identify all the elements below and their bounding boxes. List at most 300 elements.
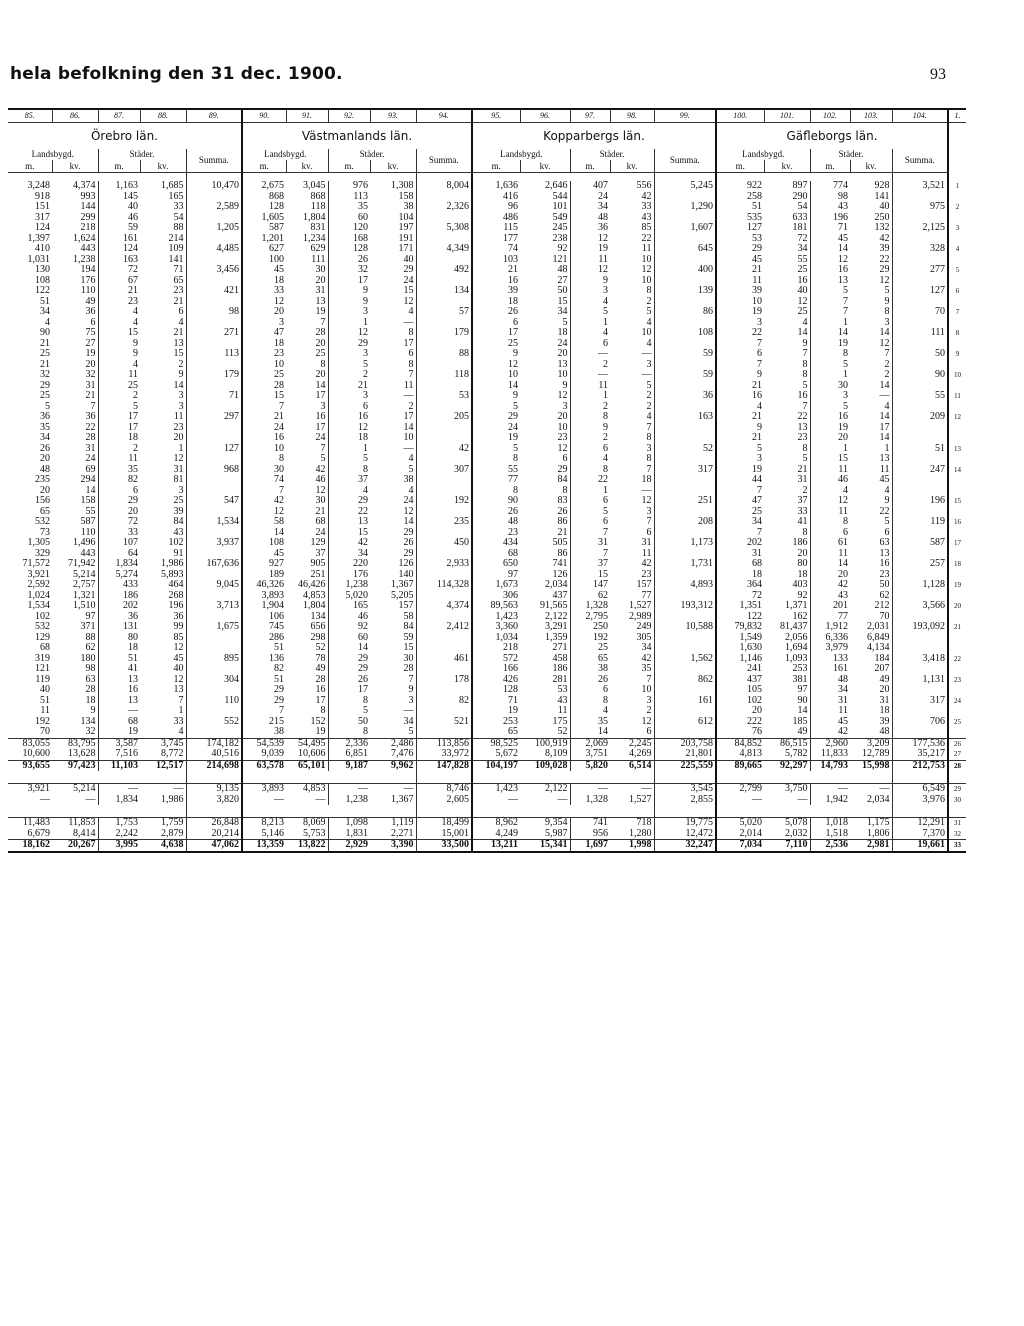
- table-cell: —: [40, 794, 50, 805]
- table-cell: 42: [641, 559, 652, 569]
- table-cell: 78: [315, 653, 326, 664]
- table-cell: 4: [570, 454, 610, 465]
- table-cell: 12: [641, 716, 652, 727]
- table-cell: [892, 297, 948, 308]
- table-cell: 1,834: [98, 795, 140, 806]
- table-cell: 868: [310, 191, 326, 202]
- table-cell: 38: [570, 664, 610, 675]
- table-cell: 25: [797, 265, 808, 275]
- table-cell: 193,312: [654, 601, 716, 612]
- table-cell: 1,912: [810, 622, 850, 633]
- table-cell: 2,589: [186, 202, 242, 213]
- table-cell: 12: [328, 423, 370, 434]
- table-cell: 34: [797, 244, 808, 254]
- table-cell: 70: [892, 307, 948, 318]
- table-cell: 895: [186, 654, 242, 665]
- table-cell: 14,793: [810, 760, 850, 771]
- table-cell: 14: [403, 517, 414, 527]
- table-cell: 13: [879, 454, 890, 464]
- table-cell: 32: [85, 727, 96, 737]
- table-cell: [416, 381, 472, 392]
- table-cell: 23: [879, 569, 890, 580]
- table-cell: 34: [557, 307, 568, 317]
- table-cell: 22: [879, 506, 890, 517]
- table-cell: 220: [328, 559, 370, 570]
- table-cell: 97: [797, 685, 808, 695]
- table-cell: 132: [874, 223, 890, 233]
- table-cell: 17: [472, 328, 520, 339]
- table-cell: 11: [570, 381, 610, 392]
- table-cell: [186, 591, 242, 602]
- table-cell: [892, 423, 948, 434]
- table-cell: 294: [80, 475, 96, 485]
- table-cell: 3,521: [892, 181, 948, 192]
- row-number: 8: [948, 328, 966, 339]
- table-cell: 20: [557, 349, 568, 359]
- page-number: 93: [930, 66, 946, 83]
- table-cell: 1,238: [73, 254, 96, 265]
- table-cell: 1,753: [98, 818, 140, 829]
- table-cell: 4: [884, 485, 890, 496]
- table-cell: 7: [884, 349, 890, 359]
- table-cell: 3: [408, 695, 414, 706]
- table-cell: 218: [472, 643, 520, 654]
- table-cell: 2: [646, 706, 652, 716]
- table-cell: 4: [802, 317, 808, 328]
- table-cell: 20: [242, 307, 286, 318]
- table-cell: 8,213: [242, 818, 286, 829]
- stader-header: Städer.: [810, 149, 892, 160]
- table-cell: 20: [315, 338, 326, 349]
- table-cell: 1,804: [303, 212, 326, 223]
- column-number: 103.: [850, 109, 892, 123]
- table-cell: 2,245: [610, 738, 654, 749]
- table-cell: 21: [557, 527, 568, 538]
- row-number: 6: [948, 286, 966, 297]
- table-cell: 21: [98, 286, 140, 297]
- table-cell: 35: [570, 717, 610, 728]
- table-cell: 36: [40, 412, 50, 422]
- table-cell: 2,675: [242, 181, 286, 192]
- table-cell: 20: [315, 275, 326, 286]
- table-cell: 33: [98, 528, 140, 539]
- table-cell: 297: [186, 412, 242, 423]
- table-cell: 1,534: [186, 517, 242, 528]
- table-cell: 11: [810, 465, 850, 476]
- table-cell: 13,211: [472, 840, 520, 852]
- table-cell: 8: [802, 527, 808, 538]
- table-cell: 108: [654, 328, 716, 339]
- table-cell: 7: [570, 528, 610, 539]
- table-cell: 20: [315, 370, 326, 380]
- table-cell: 7: [408, 370, 414, 380]
- table-cell: 36: [173, 611, 184, 622]
- table-cell: 290: [792, 191, 808, 202]
- table-cell: 2,034: [867, 794, 890, 805]
- table-cell: 1,806: [867, 828, 890, 839]
- table-cell: 34: [570, 202, 610, 213]
- table-cell: 110: [80, 286, 96, 296]
- table-row: [8, 444, 966, 455]
- table-cell: [416, 549, 472, 560]
- table-cell: 65: [173, 275, 184, 286]
- table-cell: 24: [315, 433, 326, 443]
- table-cell: 5,078: [764, 818, 810, 829]
- table-cell: 46: [328, 612, 370, 623]
- table-cell: 4,349: [416, 244, 472, 255]
- table-cell: 77: [810, 612, 850, 623]
- table-cell: [416, 192, 472, 203]
- table-cell: 2: [884, 359, 890, 370]
- table-cell: 1: [570, 318, 610, 329]
- table-cell: 105: [716, 685, 764, 696]
- table-cell: 868: [242, 192, 286, 203]
- table-cell: 587: [892, 538, 948, 549]
- table-cell: 31: [85, 443, 96, 454]
- table-cell: 9: [98, 339, 140, 350]
- table-cell: 1,527: [629, 601, 652, 611]
- table-cell: 89,563: [472, 601, 520, 612]
- table-cell: 82: [98, 475, 140, 486]
- table-cell: 15: [98, 328, 140, 339]
- table-cell: 32: [85, 370, 96, 380]
- table-cell: [654, 192, 716, 203]
- table-cell: 91: [173, 548, 184, 559]
- table-cell: 25: [40, 349, 50, 359]
- table-cell: 53: [416, 391, 472, 402]
- table-cell: 8: [242, 454, 286, 465]
- table-cell: 202: [98, 601, 140, 612]
- table-cell: 19: [810, 339, 850, 350]
- table-cell: 14: [810, 559, 850, 570]
- table-cell: 28: [242, 381, 286, 392]
- table-row: [8, 475, 966, 486]
- table-cell: 12: [570, 265, 610, 276]
- table-cell: 12: [173, 454, 184, 464]
- table-cell: 371: [80, 622, 96, 632]
- table-cell: 897: [792, 181, 808, 191]
- table-row: [8, 829, 966, 840]
- table-cell: 2,757: [73, 580, 96, 590]
- table-cell: 7: [646, 674, 652, 685]
- table-cell: 1,280: [629, 828, 652, 839]
- table-cell: 433: [98, 580, 140, 591]
- table-cell: 67: [98, 276, 140, 287]
- table-cell: 26: [40, 443, 50, 454]
- table-cell: 552: [186, 717, 242, 728]
- table-cell: 31: [173, 464, 184, 475]
- column-number: 89.: [186, 109, 242, 123]
- table-cell: 72: [797, 233, 808, 244]
- row-number: 7: [948, 307, 966, 318]
- table-cell: 7,516: [98, 749, 140, 760]
- table-cell: 1,496: [73, 538, 96, 548]
- spacer-row: [8, 771, 966, 784]
- table-cell: 20: [797, 548, 808, 559]
- table-cell: 1,328: [570, 795, 610, 806]
- table-cell: 11: [879, 464, 890, 475]
- table-cell: 918: [35, 191, 50, 202]
- table-cell: 1,397: [27, 233, 50, 244]
- table-cell: 23: [641, 569, 652, 580]
- row-number: 9: [948, 349, 966, 360]
- column-number: 100.: [716, 109, 764, 123]
- row-number: 30: [948, 795, 966, 806]
- female-header: kv.: [52, 160, 98, 173]
- table-row: [8, 717, 966, 728]
- table-cell: 42: [315, 464, 326, 475]
- table-cell: 831: [310, 223, 326, 233]
- table-cell: 718: [610, 818, 654, 829]
- table-cell: 86,515: [764, 738, 810, 749]
- table-row: [8, 412, 966, 423]
- table-cell: 286: [242, 633, 286, 644]
- table-cell: [654, 255, 716, 266]
- table-cell: 6: [98, 486, 140, 497]
- table-cell: 36: [98, 612, 140, 623]
- column-number: 87.: [98, 109, 140, 123]
- table-cell: 99: [173, 622, 184, 632]
- table-cell: 1,942: [810, 795, 850, 806]
- table-cell: 4,853: [286, 784, 328, 795]
- row-number: [948, 570, 966, 581]
- table-cell: 177: [472, 234, 520, 245]
- table-cell: 13,359: [242, 840, 286, 852]
- table-cell: 70: [879, 611, 890, 622]
- table-cell: 12: [242, 507, 286, 518]
- table-cell: 443: [80, 244, 96, 254]
- table-cell: 60: [328, 213, 370, 224]
- table-cell: 645: [654, 244, 716, 255]
- table-cell: [654, 276, 716, 287]
- table-cell: [654, 381, 716, 392]
- table-cell: 12,291: [892, 818, 948, 829]
- table-cell: 18: [472, 297, 520, 308]
- table-cell: —: [797, 794, 808, 805]
- table-cell: 8,069: [286, 818, 328, 829]
- table-cell: 250: [570, 622, 610, 633]
- table-cell: 1,804: [303, 601, 326, 611]
- table-cell: [892, 727, 948, 738]
- table-cell: 7: [810, 307, 850, 318]
- table-cell: 192: [570, 633, 610, 644]
- table-cell: 14: [315, 380, 326, 391]
- table-cell: 74: [242, 475, 286, 486]
- table-cell: —: [403, 391, 414, 401]
- table-cell: 4: [884, 401, 890, 412]
- table-cell: 7: [646, 517, 652, 527]
- table-cell: 9,045: [186, 580, 242, 591]
- table-cell: 3,545: [654, 784, 716, 795]
- table-cell: 7,476: [391, 749, 414, 759]
- table-cell: 84: [403, 622, 414, 632]
- table-cell: 46: [98, 213, 140, 224]
- table-cell: 191: [398, 233, 414, 244]
- table-cell: 46: [810, 475, 850, 486]
- table-row: [8, 423, 966, 434]
- table-cell: 19: [85, 349, 96, 359]
- table-cell: 65: [570, 654, 610, 665]
- table-cell: 31: [879, 695, 890, 706]
- table-cell: 40: [98, 202, 140, 213]
- male-header: m.: [242, 160, 286, 173]
- table-row: [8, 507, 966, 518]
- table-cell: 63,578: [242, 760, 286, 771]
- table-cell: 8: [802, 443, 808, 454]
- male-header: m.: [472, 160, 520, 173]
- table-cell: 15,001: [416, 829, 472, 840]
- table-cell: 45: [173, 653, 184, 664]
- table-cell: 103: [472, 255, 520, 266]
- table-cell: 10: [641, 275, 652, 286]
- table-cell: 24: [315, 527, 326, 538]
- table-cell: 31: [85, 380, 96, 391]
- table-cell: [892, 507, 948, 518]
- table-cell: 2,014: [716, 829, 764, 840]
- table-cell: 3,750: [764, 784, 810, 795]
- table-cell: 12: [879, 275, 890, 286]
- table-cell: 23: [557, 433, 568, 443]
- table-cell: 38: [403, 475, 414, 485]
- table-cell: 7: [802, 401, 808, 412]
- table-cell: 20: [98, 507, 140, 518]
- table-cell: 58: [242, 517, 286, 528]
- table-cell: 1: [810, 370, 850, 381]
- table-cell: 26: [328, 675, 370, 686]
- table-cell: 50: [892, 349, 948, 360]
- table-cell: 9: [98, 349, 140, 360]
- table-cell: 162: [792, 611, 808, 622]
- table-cell: 521: [416, 717, 472, 728]
- table-cell: [654, 664, 716, 675]
- table-cell: 7: [242, 706, 286, 717]
- table-cell: 3: [320, 401, 326, 412]
- table-cell: 177,536: [892, 738, 948, 749]
- table-row: [8, 255, 966, 266]
- table-cell: 6: [884, 527, 890, 538]
- row-number: 22: [948, 654, 966, 665]
- table-cell: 25: [242, 370, 286, 381]
- table-cell: 29: [557, 464, 568, 475]
- table-cell: 54: [173, 212, 184, 223]
- table-row: [8, 517, 966, 528]
- table-cell: 17: [879, 422, 890, 433]
- row-number: 3: [948, 223, 966, 234]
- table-cell: 381: [792, 674, 808, 685]
- table-cell: 186: [98, 591, 140, 602]
- table-cell: 97,423: [52, 760, 98, 771]
- table-cell: 3,995: [98, 840, 140, 852]
- table-cell: 4,134: [867, 643, 890, 653]
- table-cell: 27: [557, 275, 568, 286]
- table-cell: 5,214: [73, 569, 96, 580]
- table-cell: 197: [398, 223, 414, 233]
- table-cell: 3,893: [242, 591, 286, 602]
- table-cell: 31: [570, 538, 610, 549]
- table-cell: 122: [716, 612, 764, 623]
- table-row: [8, 402, 966, 413]
- table-cell: [892, 276, 948, 287]
- table-cell: [186, 475, 242, 486]
- table-row: [8, 202, 966, 213]
- table-cell: [186, 402, 242, 413]
- column-number: 99.: [654, 109, 716, 123]
- table-cell: 21: [328, 381, 370, 392]
- table-cell: 15,998: [850, 760, 892, 771]
- table-cell: 10: [716, 297, 764, 308]
- table-cell: 31: [315, 286, 326, 296]
- table-cell: 3,456: [186, 265, 242, 276]
- table-cell: 157: [636, 580, 652, 590]
- table-cell: —: [557, 794, 568, 805]
- table-cell: 5,245: [654, 181, 716, 192]
- table-cell: 29: [242, 696, 286, 707]
- table-cell: 93,655: [8, 760, 52, 771]
- table-cell: [892, 192, 948, 203]
- table-cell: 147: [570, 580, 610, 591]
- table-cell: 3: [178, 401, 184, 412]
- table-cell: 15: [403, 286, 414, 296]
- table-cell: 22: [641, 233, 652, 244]
- female-header: kv.: [764, 160, 810, 173]
- table-cell: 5,782: [785, 749, 808, 759]
- table-cell: 9: [884, 496, 890, 506]
- table-cell: 6: [178, 307, 184, 317]
- table-cell: 2: [98, 444, 140, 455]
- table-cell: 862: [654, 675, 716, 686]
- table-cell: 17: [98, 423, 140, 434]
- table-cell: [654, 486, 716, 497]
- table-cell: 74: [472, 244, 520, 255]
- column-number: 101.: [764, 109, 810, 123]
- table-cell: 57: [416, 307, 472, 318]
- table-row: [8, 643, 966, 654]
- table-cell: 1,351: [716, 601, 764, 612]
- column-number: 98.: [610, 109, 654, 123]
- table-cell: 126: [398, 559, 414, 569]
- table-cell: 44: [716, 475, 764, 486]
- table-cell: 2,125: [892, 223, 948, 234]
- table-cell: 136: [242, 654, 286, 665]
- summa-header: Summa.: [654, 149, 716, 173]
- table-cell: 171: [398, 244, 414, 254]
- female-header: kv.: [850, 160, 892, 173]
- table-cell: 202: [716, 538, 764, 549]
- table-cell: 1,093: [785, 653, 808, 664]
- table-cell: 84: [557, 475, 568, 485]
- table-cell: 317: [654, 465, 716, 476]
- table-cell: 106: [242, 612, 286, 623]
- table-cell: 1,305: [27, 538, 50, 548]
- table-cell: 49: [315, 664, 326, 674]
- table-cell: 72: [98, 517, 140, 528]
- table-cell: 8: [810, 517, 850, 528]
- table-cell: 257: [892, 559, 948, 570]
- table-cell: 7: [716, 528, 764, 539]
- table-cell: 19: [98, 727, 140, 738]
- table-cell: 30: [810, 381, 850, 392]
- table-cell: 1,205: [186, 223, 242, 234]
- table-cell: 193,092: [892, 622, 948, 633]
- table-cell: 14: [879, 412, 890, 422]
- table-cell: 21: [40, 359, 50, 370]
- table-cell: 8: [328, 727, 370, 738]
- table-cell: [892, 643, 948, 654]
- table-cell: 1,549: [716, 633, 764, 644]
- table-cell: 21: [40, 338, 50, 349]
- table-cell: 12,472: [654, 829, 716, 840]
- table-cell: 11: [403, 380, 414, 391]
